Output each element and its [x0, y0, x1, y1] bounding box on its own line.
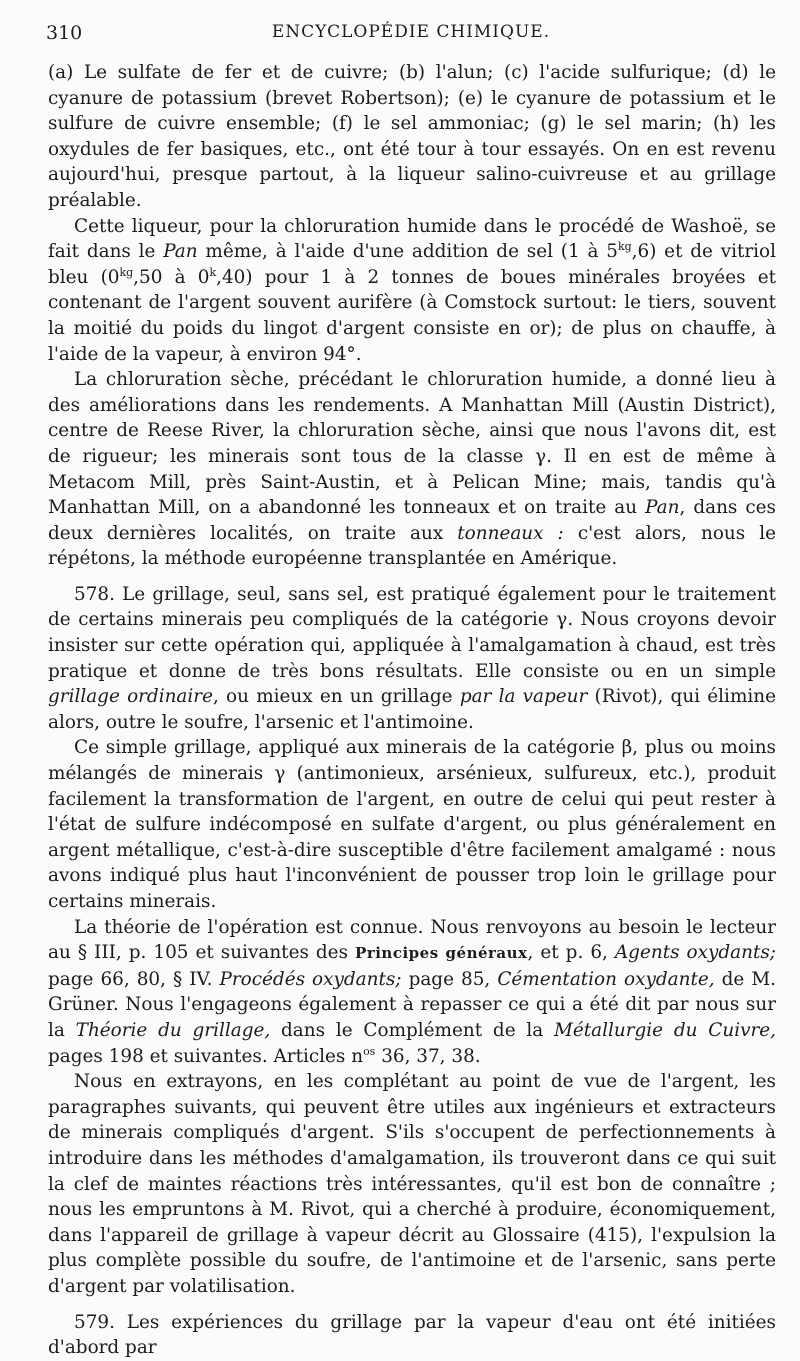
- paragraph-simple-roasting: Ce simple grillage, appliqué aux minerais de la catégorie β, plus ou moins mélangés de minerais γ (antimonieux, arsénieux, sulfureux, etc.), produit facilement la transformation de l'argent, en outre de celui qui peut rester à l'état de sulfure indécomposé en sulfate d'argent, ou plus généralement en argent métallique, c'est-à-dire susceptible d'être facilement amalgamé : nous avons indiqué plus haut l'inconvénient de pousser trop loin le grillage pour certains minerais.: [48, 737, 776, 912]
- paragraph-reagents: (a) Le sulfate de fer et de cuivre; (b) l'alun; (c) l'acide sulfurique; (d) le cyanure de potassium (brevet Robertson); (e) le cyanure de potassium et le sulfure de cuivre ensemble; (f) le sel ammoniac; (g) le sel marin; (h) les oxydules de fer basiques, etc., ont été tour à tour essayés. On en est revenu aujourd'hui, presque partout, à la liqueur salino-cuivreuse et au grillage préalable.: [48, 62, 776, 211]
- paragraph-dry-chloruration: La chloruration sèche, précédant le chloruration humide, a donné lieu à des améliorations dans les rendements. A Manhattan Mill (Austin District), centre de Reese River, la chloruration sèche, ainsi que nous l'avons dit, est de rigueur; les minerais sont tous de la classe γ. Il en est de même à Metacom Mill, près Saint-Austin, et à Pelican Mine; mais, tandis qu'à Manhattan Mill, on a abandonné les tonneaux et on traite au Pan, dans ces deux dernières localités, on traite aux tonneaux : c'est alors, nous le répétons, la méthode européenne transplantée en Amérique.: [48, 369, 776, 570]
- paragraph-579: 579. Les expériences du grillage par la vapeur d'eau ont été initiées d'abord par: [48, 1311, 776, 1359]
- paragraph-theory: La théorie de l'opération est connue. Nous renvoyons au besoin le lecteur au § III, p. 105 et suivantes des Principes généraux, et p. 6, Agents oxydants; page 66, 80, § IV. Procédés oxydants; page 85, Cémentation oxydante, de M. Grüner. Nous l'engageons également à repasser ce qui a été dit par nous sur la Théorie du grillage, dans le Complément de la Métallurgie du Cuivre, pages 198 et suivantes. Articles $n^{os}$ 36, 37, 38.: [48, 916, 776, 1067]
- paragraph-washoe-liquor: Cette liqueur, pour la chloruration humide dans le procédé de Washoë, se fait dans le Pan même, à l'aide d'une addition de sel (1 à $5^{kg},6$) et de vitriol bleu ($0^{kg},50$ à 0$^k$,40) pour 1 à 2 tonnes de boues minérales broyées et contenant de l'argent souvent aurifère (à Comstock surtout: le tiers, souvent la moitié du poids du lingot d'argent consiste en or); de plus on chauffe, à l'aide de la vapeur, à environ 94°.: [48, 215, 777, 365]
- paragraph-578: 578. Le grillage, seul, sans sel, est pratiqué également pour le traitement de certains minerais peu compliqués de la catégorie γ. Nous croyons devoir insister sur cette opération qui, appliquée à l'amalgamation à chaud, est très pratique et donne de très bons résultats. Elle consiste ou en un simple grillage ordinaire, ou mieux en un grillage par la vapeur (Rivot), qui élimine alors, outre le soufre, l'arsenic et l'antimoine.: [48, 583, 776, 733]
- paragraph-extracts: Nous en extrayons, en les complétant au point de vue de l'argent, les paragraphes suivants, qui peuvent être utiles aux ingénieurs et extracteurs de minerais compliqués d'argent. S'ils s'occupent de perfectionnements à introduire dans les méthodes d'amalgamation, ils trouveront dans ce qui suit la clef de maintes réactions très intéressantes, qu'il est bon de connaître ; nous les empruntons à M. Rivot, qui a cherché à produire, économiquement, dans l'appareil de grillage à vapeur décrit au Glossaire (415), l'expulsion la plus complète possible du soufre, de l'antimoine et de l'arsenic, sans perte d'argent par volatilisation.: [48, 1071, 776, 1297]
- running-header: [46, 22, 776, 52]
- page-number: 310: [46, 22, 83, 44]
- running-title: ENCYCLOPÉDIE CHIMIQUE.: [271, 22, 551, 42]
- text-body: [48, 60, 776, 1361]
